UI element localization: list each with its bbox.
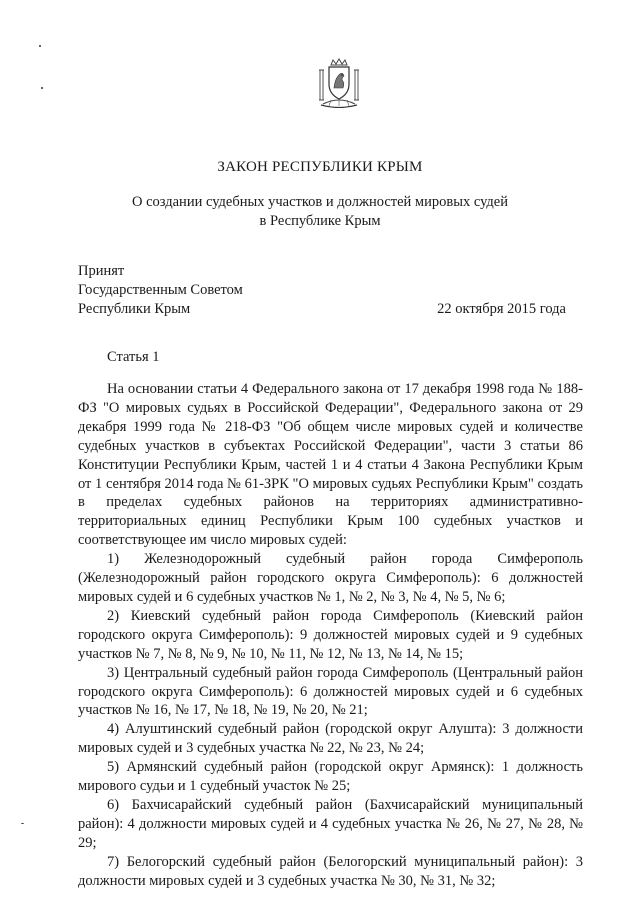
law-subtitle-line: О создании судебных участков и должностей мировых судей <box>132 194 508 210</box>
adoption-block <box>78 262 243 319</box>
list-item: 2) Киевский судебный район города Симферополь (Киевский район городского округа Симферополь): 9 должностей мировых судей и 9 судебных участков № 7, № 8, № 9, № 10, № 11, № 12, № 13, № 14, № 15; <box>78 607 583 662</box>
law-subtitle-line: в Республике Крым <box>259 213 381 229</box>
list-item: 3) Центральный судебный район города Симферополь (Центральный район городского округа Симферополь): 6 должностей мировых судей и 6 судебных участков № 16, № 17, № 18, № 19, № 20, № 21; <box>78 664 583 719</box>
article-intro-paragraph: На основании статьи 4 Федерального закона от 17 декабря 1998 года № 188-ФЗ "О мировых судьях в Российской Федерации", Федерального закона от 29 декабря 1999 года № 218-ФЗ "Об общем числе мировых судей и количестве судебных участков в субъектах Российской Федерации", части 3 статьи 86 Конституции Республики Крым, частей 1 и 4 статьи 4 Закона Республики Крым от 1 сентября 2014 года № 61-ЗРК "О мировых судьях Республики Крым" создать в пределах судебных районов на территориях административно-территориальных единиц Республики Крым 100 судебных участков и соответствующее им число мировых судей: <box>78 381 583 549</box>
adoption-line: Принят <box>78 263 125 279</box>
adoption-line: Государственным Советом <box>78 282 243 298</box>
law-title: ЗАКОН РЕСПУБЛИКИ КРЫМ <box>217 159 423 175</box>
adoption-date: 22 октября 2015 года <box>437 301 566 317</box>
adoption-line: Республики Крым <box>78 301 191 317</box>
article-body <box>78 380 583 890</box>
list-item: 4) Алуштинский судебный район (городской округ Алушта): 3 должности мировых судей и 3 судебных участка № 22, № 23, № 24; <box>78 721 583 757</box>
list-item: 5) Армянский судебный район (городской округ Армянск): 1 должность мирового судьи и 1 судебный участок № 25; <box>78 759 583 795</box>
scan-speck <box>21 823 24 824</box>
coat-of-arms-emblem <box>318 58 360 108</box>
list-item: 1) Железнодорожный судебный район города Симферополь (Железнодорожный район городского округа Симферополь): 6 должностей мировых судей и 6 судебных участков № 1, № 2, № 3, № 4, № 5, № 6; <box>78 551 583 605</box>
law-subtitle <box>0 193 640 231</box>
list-item: 6) Бахчисарайский судебный район (Бахчисарайский муниципальный район): 4 должности мировых судей и 4 судебных участка № 26, № 27, № 28, № 29; <box>78 796 583 851</box>
scan-speck <box>39 45 41 47</box>
scan-speck <box>41 87 43 89</box>
list-item: 7) Белогорский судебный район (Белогорский муниципальный район): 3 должности мировых судей и 3 судебных участка № 30, № 31, № 32; <box>78 853 583 889</box>
article-title: Статья 1 <box>107 349 160 365</box>
